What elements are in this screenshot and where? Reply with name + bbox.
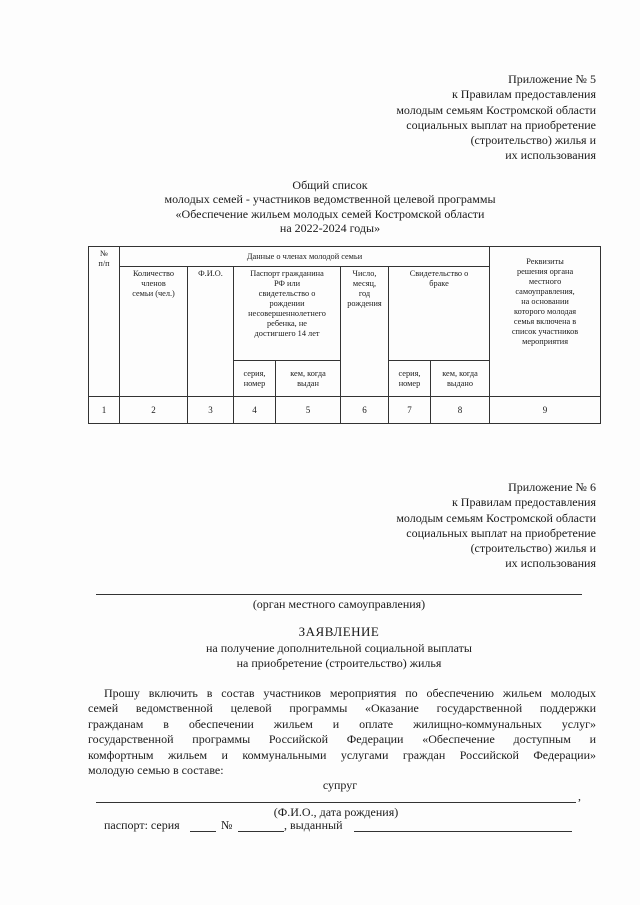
header-text: самоуправления, [515, 287, 575, 296]
header-text: Количество [132, 269, 175, 278]
table-header-group: Данные о членах молодой семьи [120, 247, 490, 267]
column-number: 8 [431, 397, 490, 424]
header-text: несовершеннолетнего [248, 309, 326, 318]
column-number: 3 [188, 397, 234, 424]
passport-series-blank[interactable] [190, 831, 216, 832]
header-text: рождения [347, 299, 382, 308]
fio-caption: (Ф.И.О., дата рождения) [273, 805, 399, 819]
header-text: список участников [511, 327, 579, 336]
list-title-line: молодых семей - участников ведомственной целевой программы [164, 192, 496, 207]
appendix-5-line: (строительство) жилья и [470, 133, 596, 148]
appendix-6-line: к Правилам предоставления [451, 495, 596, 510]
header-text: год [358, 289, 371, 298]
spouse-blank-line[interactable] [96, 802, 576, 803]
header-text: п/п [98, 259, 110, 268]
header-text: на основании [521, 297, 569, 306]
column-number: 4 [234, 397, 276, 424]
header-text: рождении [269, 299, 305, 308]
body-line: семей ведомственной целевой программы «Оказание государственной поддержки [88, 701, 596, 716]
appendix-6-header [396, 480, 596, 572]
passport-number-blank[interactable] [238, 831, 284, 832]
list-title [90, 178, 570, 236]
header-text: Число, [352, 269, 377, 278]
body-line: гражданам в обеспечении жильем и оплате жилищно-коммунальных услуг» [88, 716, 596, 731]
table-header-marriage-cert [389, 267, 490, 361]
participants-table [88, 246, 601, 424]
statement-title: ЗАЯВЛЕНИЕ [298, 624, 380, 639]
column-number: 1 [89, 397, 120, 424]
authority-caption: (орган местного самоуправления) [252, 597, 426, 611]
appendix-5-number: Приложение № 5 [508, 72, 596, 86]
appendix-6-line: социальных выплат на приобретение [406, 525, 596, 540]
statement-body [88, 686, 596, 778]
body-line: государственной программы Российской Федерации «Обеспечение доступным и [88, 732, 596, 747]
passport-number-sign: № [221, 818, 233, 832]
header-text: браке [429, 279, 449, 288]
appendix-6-number: Приложение № 6 [508, 480, 596, 494]
header-text: мероприятия [522, 337, 569, 346]
body-line: комфортным жильем и коммунальными услугами граждан Российской Федерации» [88, 747, 596, 762]
header-text: семья включена в [513, 317, 577, 326]
appendix-6-line: молодым семьям Костромской области [396, 510, 596, 525]
header-text: Свидетельство о [409, 269, 469, 278]
table-subheader-passport-issued [276, 361, 341, 397]
column-number: 7 [389, 397, 431, 424]
table-subheader-cert-issued [431, 361, 490, 397]
header-text: кем, когда [442, 368, 478, 378]
table-header-passport [234, 267, 341, 361]
header-text: Паспорт гражданина [250, 269, 324, 278]
list-title-line: на 2022-2024 годы» [279, 221, 381, 236]
header-text: решения органа [516, 267, 574, 276]
header-text: РФ или [273, 279, 301, 288]
appendix-5-line: их использования [505, 148, 596, 163]
appendix-5-line: к Правилам предоставления [451, 87, 596, 102]
list-title-line: Общий список [292, 178, 368, 192]
header-text: месяц, [352, 279, 377, 288]
table-subheader-cert-series [389, 361, 431, 397]
header-text: достигшего 14 лет [254, 329, 320, 338]
appendix-6-line: (строительство) жилья и [470, 541, 596, 556]
appendix-5-line: социальных выплат на приобретение [406, 117, 596, 132]
passport-issued-blank[interactable] [354, 831, 572, 832]
list-title-line: «Обеспечение жильем молодых семей Костромской области [175, 206, 485, 221]
header-text: Реквизиты [526, 257, 564, 266]
statement-subtitle-line: на получение дополнительной социальной выплаты [206, 641, 472, 655]
body-line: Прошу включить в состав участников мероприятия по обеспечению жильем молодых [104, 686, 596, 700]
header-text: выдан [297, 378, 319, 388]
spouse-label: супруг [322, 778, 358, 792]
header-text: местного [528, 277, 562, 286]
header-text: которого молодая [514, 307, 577, 316]
header-text: серия, [398, 368, 421, 378]
column-number: 5 [276, 397, 341, 424]
column-number: 2 [120, 397, 188, 424]
header-text: кем, когда [290, 368, 326, 378]
header-text: № [100, 249, 108, 258]
header-text: серия, [243, 368, 266, 378]
passport-label: паспорт: серия [104, 818, 180, 832]
appendix-6-line: их использования [505, 556, 596, 571]
table-row-numbers [89, 397, 601, 424]
header-text: выдано [447, 378, 474, 388]
appendix-5-line: молодым семьям Костромской области [396, 102, 596, 117]
table-header-fio: Ф.И.О. [188, 267, 234, 397]
header-text: семьи (чел.) [132, 289, 175, 298]
header-text: членов [141, 279, 166, 288]
spouse-line-comma: , [578, 789, 581, 803]
table-header-birth-date [341, 267, 389, 397]
table-header-decision [490, 247, 601, 397]
header-text: свидетельство о [258, 289, 316, 298]
appendix-5-header [396, 72, 596, 164]
body-line: молодую семью в составе: [88, 763, 224, 778]
header-text: номер [243, 378, 266, 388]
column-number: 6 [341, 397, 389, 424]
table-subheader-passport-series [234, 361, 276, 397]
header-text: ребенка, не [267, 319, 307, 328]
column-number: 9 [490, 397, 601, 424]
table-header-number [89, 247, 120, 397]
passport-issued-label: , выданный [284, 818, 343, 832]
statement-subtitle-line: на приобретение (строительство) жилья [236, 656, 442, 670]
header-text: номер [398, 378, 421, 388]
table-header-members-count [120, 267, 188, 397]
authority-blank-line [96, 594, 582, 595]
